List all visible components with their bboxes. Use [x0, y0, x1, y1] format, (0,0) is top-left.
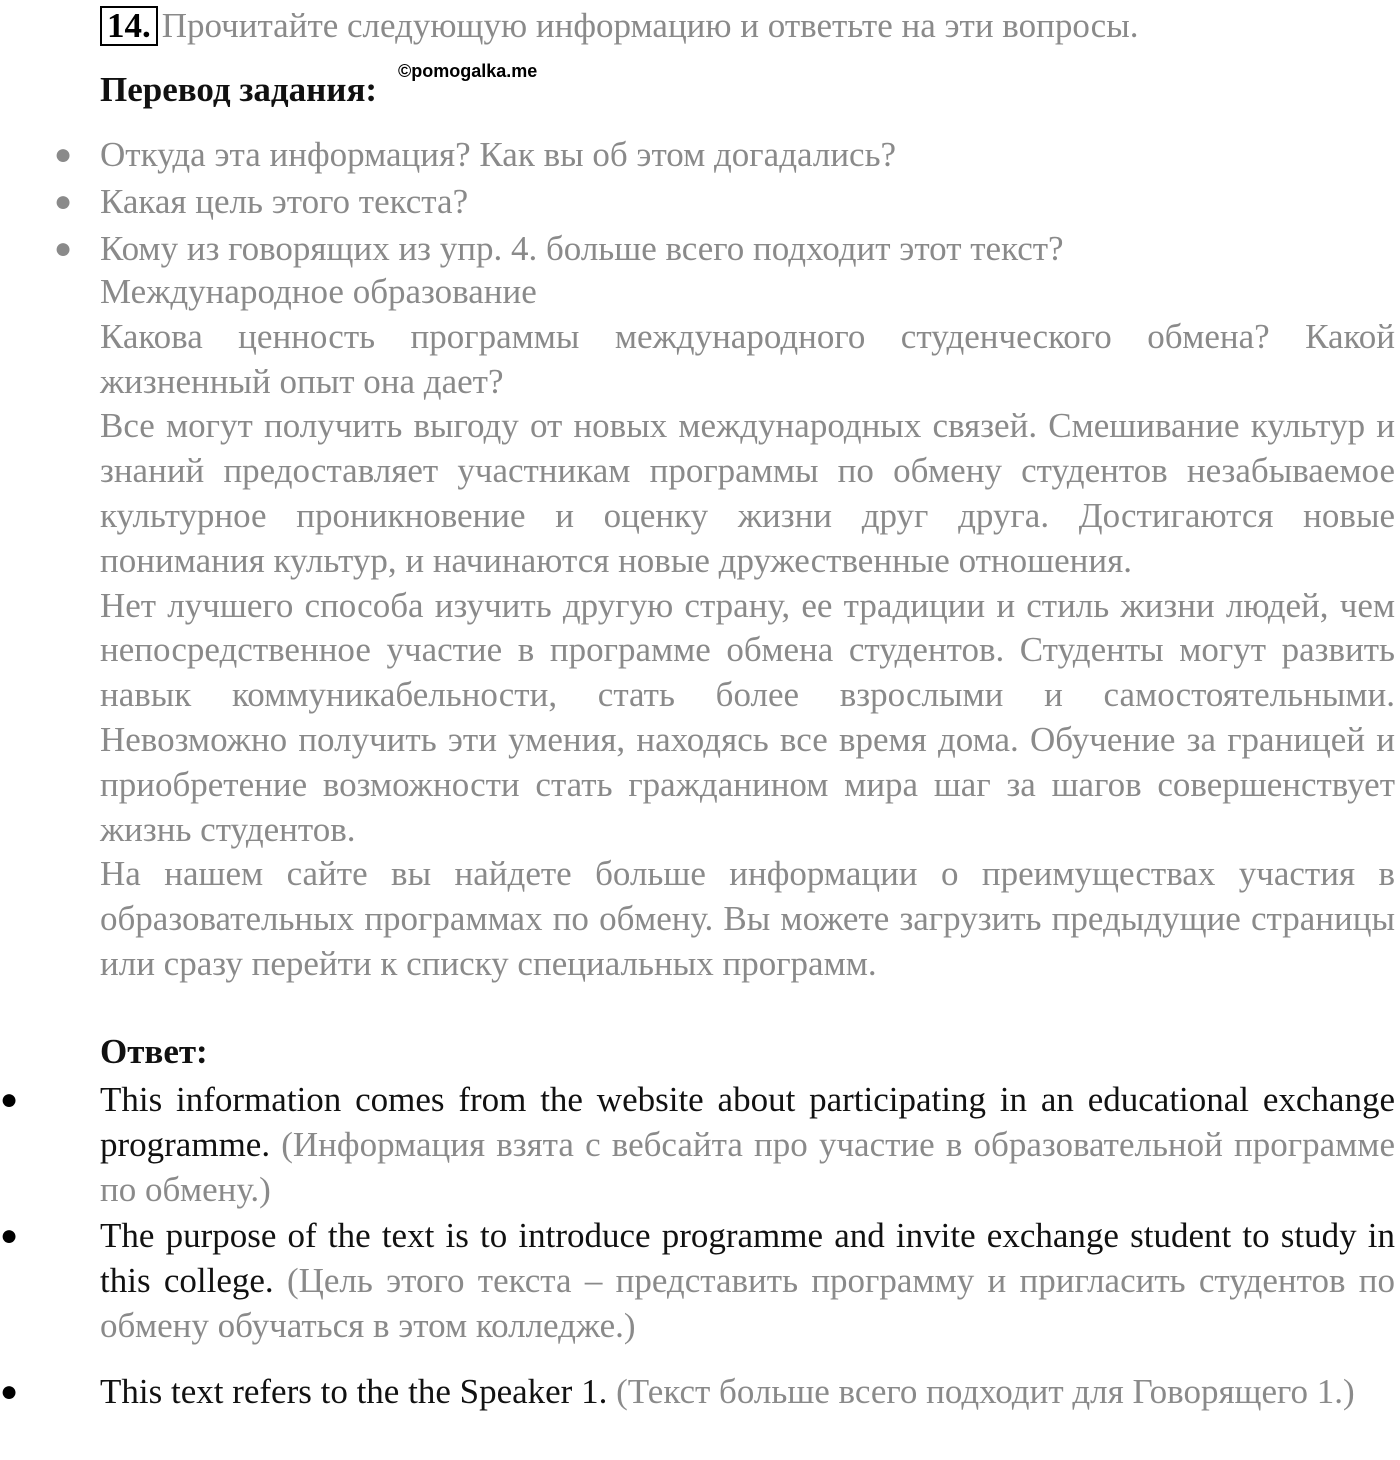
task-number-box: 14. — [100, 6, 158, 46]
task-instruction: Прочитайте следующую информацию и ответьте на эти вопросы. — [161, 6, 1139, 45]
watermark: ©pomogalka.me — [398, 61, 538, 81]
translation-title: Перевод задания: — [100, 70, 378, 109]
question-text: Какая цель этого текста? — [100, 182, 469, 221]
question-text: Откуда эта информация? Как вы об этом догадались? — [100, 135, 897, 174]
answer-english: This text refers to the the Speaker 1. — [100, 1372, 608, 1411]
bullet-icon: ● — [0, 1219, 19, 1252]
question-text: Кому из говорящих из упр. 4. больше всего подходит этот текст? — [100, 229, 1064, 268]
answer-russian: (Информация взята с вебсайта про участие в образовательной программе по обмену.) — [100, 1125, 1395, 1209]
bullet-icon: ● — [54, 185, 73, 218]
task-header — [100, 4, 1139, 48]
paragraph: Нет лучшего способа изучить другую страну, ее традиции и стиль жизни людей, чем непосредственное участие в программе обмена студентов. Студенты могут развить навык коммуникабельности, стать более взрослыми и самостоятельными. Невозможно получить эти умения, находясь все время дома. Обучение за границей и приобретение возможности стать гражданином мира шаг за шагов совершенствует жизнь студентов. — [100, 585, 1395, 849]
question-list — [0, 131, 1400, 272]
text-heading: Международное образование — [100, 272, 537, 311]
paragraph: Все могут получить выгоду от новых международных связей. Смешивание культур и знаний предоставляет участникам программы по обмену студентов незабываемое культурное проникновение и оценку жизни друг друга. Достигаются новые понимания культур, и начинаются новые дружественные отношения. — [100, 406, 1395, 580]
translated-text — [100, 270, 1395, 987]
answer-title: Ответ: — [100, 1032, 208, 1071]
answer-item — [100, 1369, 1395, 1414]
answer-english: The purpose of the text is to introduce programme and invite exchange student to study in this college. — [100, 1216, 1395, 1300]
bullet-icon: ● — [54, 232, 73, 265]
bullet-icon: ● — [0, 1375, 19, 1408]
answer-russian: (Цель этого текста – представить программу и пригласить студентов по обмену обучаться в этом колледже.) — [100, 1261, 1396, 1345]
paragraph: На нашем сайте вы найдете больше информации о преимуществах участия в образовательных программах по обмену. Вы можете загрузить предыдущие страницы или сразу перейти к списку специальных программ. — [100, 854, 1395, 983]
answer-item — [100, 1213, 1395, 1348]
paragraph: Какова ценность программы международного студенческого обмена? Какой жизненный опыт она дает? — [100, 316, 1395, 401]
list-item — [0, 131, 1400, 178]
answer-russian: (Текст больше всего подходит для Говорящего 1.) — [616, 1372, 1355, 1411]
answer-english: This information comes from the website about participating in an educational exchange programme. — [100, 1080, 1395, 1164]
list-item — [0, 178, 1400, 225]
answer-item — [100, 1077, 1395, 1212]
list-item — [0, 225, 1400, 272]
bullet-icon: ● — [54, 138, 73, 171]
bullet-icon: ● — [0, 1083, 19, 1116]
